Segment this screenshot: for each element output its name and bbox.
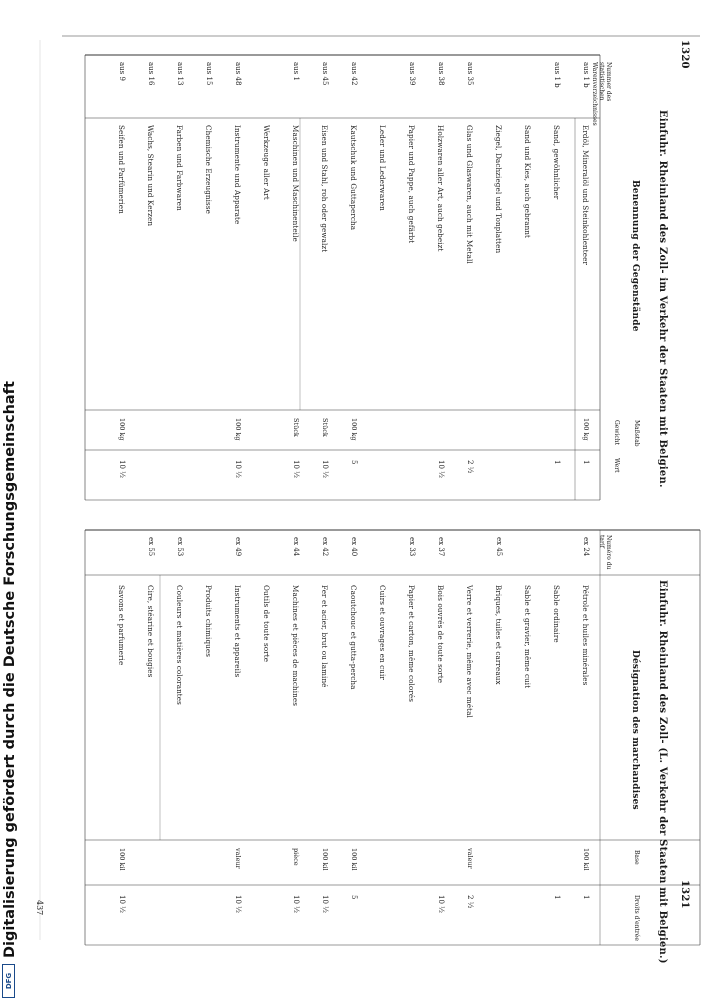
right-row-description: Papier et carton, même colorés [407, 585, 416, 703]
right-row-value: 10 ½ [234, 895, 242, 913]
right-row-description: Machines et pièces de machines [291, 585, 300, 707]
left-col-weight-header: Gewicht [613, 420, 620, 446]
right-row-description: Caoutchouc et gutta-percha [349, 585, 358, 690]
right-row-description: Verre et verrerie, même avec métal [465, 585, 474, 718]
right-page-number: 1321 [679, 880, 690, 909]
left-row-value: 10 ½ [118, 460, 126, 478]
left-row-number: aus 45 [321, 62, 329, 86]
right-row-number: ex 55 [147, 537, 155, 557]
right-row-value: 10 ½ [118, 895, 126, 913]
right-row-number: ex 49 [234, 537, 242, 557]
left-row-number: aus 48 [234, 62, 242, 86]
left-row-description: Papier und Pappe, auch gefärbt [407, 125, 416, 244]
right-row-description: Instruments et appareils [233, 585, 242, 678]
left-row-value: 10 ½ [437, 460, 445, 478]
left-row-unit: Stück [292, 418, 300, 437]
digitization-notice: Digitalisierung gefördert durch die Deutsche Forschungsgemeinschaft [2, 381, 18, 958]
left-row-number: aus 39 [408, 62, 416, 86]
left-row-description: Leder und Lederwaren [378, 125, 387, 211]
left-row-description: Kautschuk und Guttapercha [349, 125, 358, 231]
left-row-value: 5 [350, 460, 358, 465]
left-row-description: Eisen und Stahl, roh oder gewalzt [320, 125, 329, 253]
right-col-number-header: Numéro du tarif [598, 535, 612, 570]
left-row-unit: 100 kg [350, 418, 358, 441]
left-row-description: Seifen und Parfümerien [117, 125, 126, 214]
dfg-logo: DFG [2, 964, 15, 998]
left-row-number: aus 42 [350, 62, 358, 86]
right-row-unit: 100 kil [118, 848, 126, 871]
right-row-description: Sable ordinaire [552, 585, 561, 643]
right-row-description: Fer et acier, brut ou laminé [320, 585, 329, 688]
right-row-unit: 100 kil [350, 848, 358, 871]
left-row-unit: 100 kg [234, 418, 242, 441]
right-table-title: Einfuhr. Rheinland des Zoll- (L. Verkehr der Staaten mit Belgien.) [657, 580, 668, 964]
right-row-number: ex 24 [582, 537, 590, 557]
left-row-number: aus 13 [176, 62, 184, 86]
right-row-unit: valeur [234, 848, 242, 869]
right-row-description: Pétrole et huiles minérales [581, 585, 590, 686]
left-row-description: Instrumente und Apparate [233, 125, 242, 225]
right-row-number: ex 42 [321, 537, 329, 557]
page-number: 437 [35, 900, 44, 916]
left-col-goods-header: Benennung der Gegenstände [630, 180, 640, 332]
left-row-value: 1 [582, 460, 590, 465]
right-col-unit-header: Base [633, 850, 640, 865]
right-row-description: Briques, tuiles et carreaux [494, 585, 503, 685]
left-row-number: aus 35 [466, 62, 474, 86]
left-row-number: aus 16 [147, 62, 155, 86]
right-row-value: 5 [350, 895, 358, 900]
right-row-number: ex 40 [350, 537, 358, 557]
right-row-description: Bois ouvrés de toute sorte [436, 585, 445, 684]
left-row-number: aus 15 [205, 62, 213, 86]
right-col-goods-header: Désignation des marchandises [630, 650, 640, 810]
left-row-unit: 100 kg [582, 418, 590, 441]
left-row-description: Erdöl, Mineralöl und Steinkohlenteer [581, 125, 590, 266]
right-row-unit: 100 kil [321, 848, 329, 871]
right-row-value: 10 ½ [292, 895, 300, 913]
right-row-description: Produits chimiques [204, 585, 213, 658]
right-row-description: Sable et gravier, même cuit [523, 585, 532, 689]
right-col-duty-header: Droits d'entrée [633, 895, 640, 941]
right-row-description: Outils de toute sorte [262, 585, 271, 663]
left-row-unit: 100 kg [118, 418, 126, 441]
left-row-description: Farben und Farbwaren [175, 125, 184, 211]
right-row-value: 10 ½ [437, 895, 445, 913]
left-row-value: 10 ½ [234, 460, 242, 478]
right-row-unit: valeur [466, 848, 474, 869]
right-row-unit: 100 kil [582, 848, 590, 871]
right-row-value: 10 ½ [321, 895, 329, 913]
left-row-description: Werkzeuge aller Art [262, 125, 271, 200]
right-row-description: Savons et parfumerie [117, 585, 126, 666]
left-row-description: Wachs, Stearin und Kerzen [146, 125, 155, 227]
left-row-value: 10 ½ [321, 460, 329, 478]
left-row-description: Chemische Erzeugnisse [204, 125, 213, 214]
right-row-unit: pièce [292, 848, 300, 866]
left-row-description: Ziegel, Dachziegel und Tonplatten [494, 125, 503, 254]
left-row-value: 1 [553, 460, 561, 465]
left-page-number: 1320 [679, 40, 690, 69]
left-col-value-header: Wert [613, 458, 620, 473]
left-row-unit: Stück [321, 418, 329, 437]
left-col-number-header: Nummer des statistischen Warenverzeichnisses [591, 62, 612, 126]
right-row-description: Cire, stéarine et bougies [146, 585, 155, 678]
right-row-value: 1 [582, 895, 590, 900]
right-row-value: 1 [553, 895, 561, 900]
left-row-number: aus 38 [437, 62, 445, 86]
left-row-description: Maschinen und Maschinenteile [291, 125, 300, 242]
right-row-description: Cuirs et ouvrages en cuir [378, 585, 387, 680]
right-row-value: 2 ½ [466, 895, 474, 909]
left-row-number: aus 9 [118, 62, 126, 81]
left-row-description: Sand, gewöhnlicher [552, 125, 561, 200]
left-row-description: Holzwaren aller Art, auch gebeizt [436, 125, 445, 252]
right-row-description: Couleurs et matières colorantes [175, 585, 184, 705]
left-table-title: Einfuhr. Rheinland des Zoll- im Verkehr der Staaten mit Belgien. [657, 110, 668, 488]
right-row-number: ex 45 [495, 537, 503, 557]
left-row-value: 10 ½ [292, 460, 300, 478]
right-row-number: ex 37 [437, 537, 445, 557]
left-col-unit-header: Maßstab [633, 420, 640, 447]
right-row-number: ex 44 [292, 537, 300, 557]
left-row-description: Sand und Kies, auch gebrannt [523, 125, 532, 239]
left-row-number: aus 1 b [582, 62, 590, 88]
right-row-number: ex 33 [408, 537, 416, 557]
left-row-number: aus 1 b [553, 62, 561, 88]
left-row-description: Glas und Glaswaren, auch mit Metall [465, 125, 474, 264]
left-row-value: 2 ½ [466, 460, 474, 474]
left-row-number: aus 1 [292, 62, 300, 81]
right-row-number: ex 53 [176, 537, 184, 557]
